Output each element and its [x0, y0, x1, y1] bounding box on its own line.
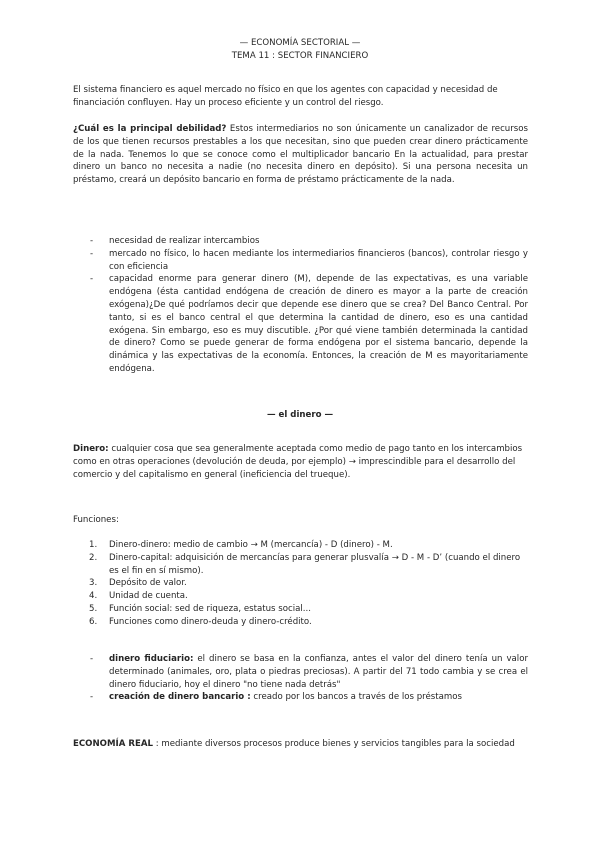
list-item	[73, 235, 528, 248]
intro-paragraph: El sistema financiero es aquel mercado no físico en que los agentes con capacidad y necesidad de financiación confluyen. Hay un proceso eficiente y un control del riesgo.	[73, 85, 498, 108]
item-number: 1.	[89, 540, 98, 550]
tipo-label: dinero fiduciario:	[109, 654, 194, 664]
list-item-text	[109, 653, 528, 691]
bullet-dash: -	[90, 248, 94, 259]
funciones-heading: Funciones:	[73, 515, 119, 525]
item-number: 4.	[89, 591, 98, 602]
list-item	[73, 653, 528, 691]
list-item-text: Dinero-dinero: medio de cambio → M (mercancía) - D (dinero) - M.	[109, 540, 393, 550]
economia-real-paragraph	[73, 738, 528, 751]
list-item	[73, 248, 528, 274]
list-item-text	[109, 691, 528, 704]
item-number: 6.	[89, 616, 98, 627]
tipo-text: el dinero se basa en la confianza, antes el valor del dinero tenía un valor determinado (animales, oro, plata o piedras preciosas). A partir del 71 todo cambia y se crea el dinero fiduciario, hoy el dinero "no tiene nada detrás"	[109, 654, 528, 690]
list-item	[73, 539, 528, 552]
item-number: 3.	[89, 578, 98, 589]
list-item-text: Depósito de valor.	[109, 578, 187, 589]
list-item	[73, 273, 528, 375]
bullet-dash: -	[90, 236, 94, 246]
weakness-label: ¿Cuál es la principal debilidad?	[73, 124, 227, 134]
funciones-list	[73, 539, 528, 629]
bullet-dash: -	[90, 654, 94, 664]
bullet-dash: -	[90, 274, 94, 285]
tipo-text: creado por los bancos a través de los préstamos	[250, 692, 463, 703]
list-item-text: necesidad de realizar intercambios	[109, 236, 260, 246]
item-number: 2.	[89, 552, 98, 563]
list-item-text: Dinero-capital: adquisición de mercancías para generar plusvalía → D - M - D’ (cuando el dinero es el fin en sí mismo).	[109, 552, 521, 576]
list-item	[73, 590, 528, 603]
list-item-text: Función social: sed de riqueza, estatus social...	[109, 603, 311, 614]
document-subtitle: TEMA 11 : SECTOR FINANCIERO	[231, 51, 369, 61]
tipo-label: creación de dinero bancario :	[109, 692, 251, 703]
dinero-text: cualquier cosa que sea generalmente aceptada como medio de pago tanto en los intercambios como en otras operaciones (devolución de deuda, por ejemplo) → imprescindible para el desarrollo del comercio y del capitalismo en general (ineficiencia del trueque).	[73, 444, 523, 480]
dinero-definition	[73, 443, 528, 481]
bullet-dash: -	[90, 692, 94, 703]
list-item	[73, 603, 528, 616]
weakness-text: Estos intermediarios no son únicamente un canalizador de recursos de los que tienen recursos prestables a los que necesitan, sino que pueden crear dinero prácticamente de la nada. Tenemos lo que se conoce como el multiplicador bancario En la actualidad, para prestar dinero un banco no necesita a nadie (no necesita dinero en depósito). Si una persona necesita un préstamo, creará un depósito bancario en forma de préstamo prácticamente de la nada.	[73, 124, 528, 186]
list-item-text: mercado no físico, lo hacen mediante los intermediarios financieros (bancos), controlar riesgo y con eficiencia	[109, 248, 528, 272]
tipos-list	[73, 653, 528, 704]
list-item	[73, 577, 528, 590]
economia-real-label: ECONOMÍA REAL	[73, 739, 153, 749]
list-item	[73, 616, 528, 629]
features-list	[73, 235, 528, 376]
weakness-paragraph	[73, 123, 528, 187]
dinero-label: Dinero:	[73, 444, 109, 454]
economia-real-text: : mediante diversos procesos produce bienes y servicios tangibles para la sociedad	[153, 739, 515, 749]
section-title: — el dinero —	[266, 410, 334, 420]
list-item	[73, 552, 528, 578]
list-item-text: capacidad enorme para generar dinero (M), depende de las expectativas, es una variable endógena (ésta cantidad endógena de creación de dinero es mayor a la parte de creación exógena)¿De qué podríamos decir que depende ese dinero que se crea? Del Banco Central. Por tanto, si es el banco central el que determina la cantidad de dinero, eso es una cantidad exógena. Sin embargo, eso es muy discutible. ¿Por qué viene también determinada la cantidad de dinero? Como se puede generar de forma endógena por el sistema bancario, depende la dinámica y las expectativas de la economía. Entonces, la creación de M es mayoritariamente endógena.	[109, 274, 528, 374]
list-item	[73, 691, 528, 704]
list-item-text: Unidad de cuenta.	[109, 591, 188, 602]
document-title: — ECONOMÍA SECTORIAL —	[239, 38, 361, 48]
item-number: 5.	[89, 603, 98, 614]
list-item-text: Funciones como dinero-deuda y dinero-crédito.	[109, 616, 312, 627]
